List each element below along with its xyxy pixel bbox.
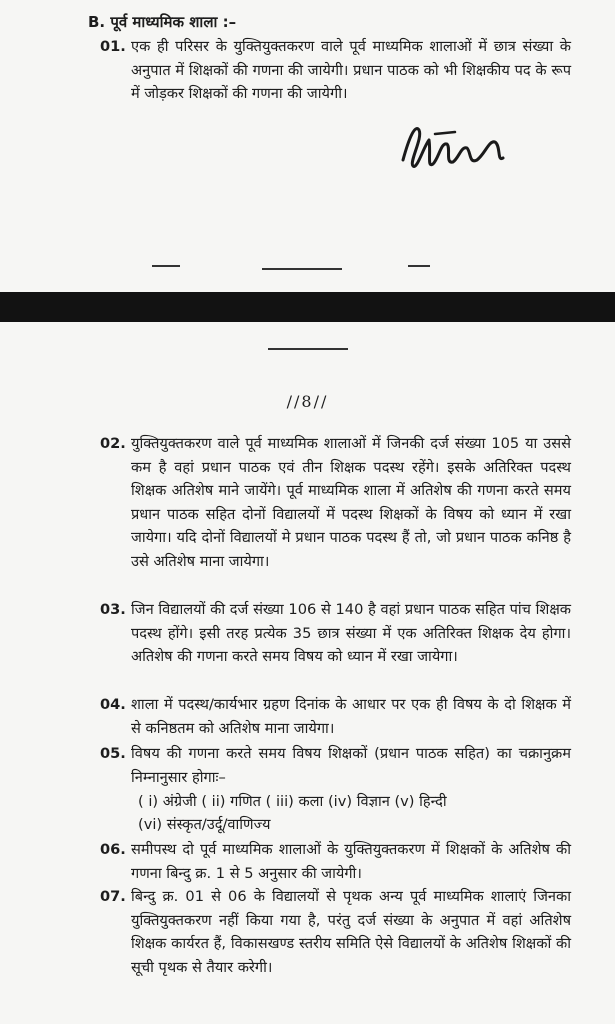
subject-order-line-1: ( i) अंग्रेजी ( ii) गणित ( iii) कला (iv) विज्ञान (v) हिन्दी <box>138 793 447 810</box>
item-06-text: समीपस्थ दो पूर्व माध्यमिक शालाओं के युक्तियुक्तकरण में शिक्षकों के अतिशेष की गणना बिन्दु क्र. 1 से 5 अनुसार की जायेगी। <box>131 841 571 882</box>
item-04-text: शाला में पदस्थ/कार्यभार ग्रहण दिनांक के आधार पर एक ही विषय के दो शिक्षक में से कनिष्ठतम को अतिशेष माना जायेगा। <box>131 696 571 737</box>
item-number: 04. <box>100 696 126 713</box>
item-number: 03. <box>100 601 126 618</box>
item-number: 02. <box>100 435 126 452</box>
item-number: 01. <box>100 38 126 55</box>
divider-dash <box>408 265 430 267</box>
item-number: 07. <box>100 888 126 905</box>
subject-order-line-2: (vi) संस्कृत/उर्दू/वाणिज्य <box>138 816 271 833</box>
item-07-text: बिन्दु क्र. 01 से 06 के विद्यालयों से पृथक अन्य पूर्व माध्यमिक शालाएं जिनका युक्तियुक्तकरण नहीं किया गया है, परंतु दर्ज संख्या के अनुपात में वहां अतिशेष शिक्षक कार्यरत हैं, विकासखण्ड स्तरीय समिति ऐसे विद्यालयों के अतिशेष शिक्षकों की सूची पृथक से तैयार करेगी। <box>131 888 571 976</box>
item-number: 06. <box>100 841 126 858</box>
divider-dash <box>268 348 348 350</box>
divider-dash <box>152 265 180 267</box>
item-number: 05. <box>100 745 126 762</box>
item-01-text: एक ही परिसर के युक्तियुक्तकरण वाले पूर्व माध्यमिक शालाओं में छात्र संख्या के अनुपात में शिक्षकों की गणना की जायेगी। प्रधान पाठक को भी शिक्षकीय पद के रूप में जोड़कर शिक्षकों की गणना की जायेगी। <box>131 38 571 102</box>
page-number: //8// <box>286 392 329 411</box>
item-03-text: जिन विद्यालयों की दर्ज संख्या 106 से 140 है वहां प्रधान पाठक सहित पांच शिक्षक पदस्थ होंगे। इसी तरह प्रत्येक 35 छात्र संख्या में एक अतिरिक्त शिक्षक देय होगा। अतिशेष की गणना करते समय विषय को ध्यान में रखा जायेगा। <box>131 601 571 665</box>
page-gap-shadow <box>0 292 615 322</box>
divider-dash <box>262 268 342 270</box>
section-heading: B. पूर्व माध्यमिक शाला :– <box>88 13 237 31</box>
item-02-text: युक्तियुक्तकरण वाले पूर्व माध्यमिक शालाओं में जिनकी दर्ज संख्या 105 या उससे कम है वहां प्रधान पाठक एवं तीन शिक्षक पदस्थ रहेंगे। इसके अतिरिक्त पदस्थ शिक्षक अतिशेष माने जायेंगे। पूर्व माध्यमिक शाला में अतिशेष की गणना करते समय प्रधान पाठक सहित दोनों विद्यालयों में पदस्थ शिक्षकों के विषय को ध्यान में रखा जायेगा। यदि दोनों विद्यालयों मे प्रधान पाठक पदस्थ हैं तो, जो प्रधान पाठक कनिष्ठ है उसे अतिशेष माना जायेगा। <box>131 435 571 570</box>
item-05-text: विषय की गणना करते समय विषय शिक्षकों (प्रधान पाठक सहित) का चक्रानुक्रम निम्नानुसार होगाः– <box>131 745 571 786</box>
handwritten-signature <box>395 118 515 178</box>
cropped-bottom-text <box>130 1014 280 1024</box>
cropped-top-text <box>120 0 300 6</box>
